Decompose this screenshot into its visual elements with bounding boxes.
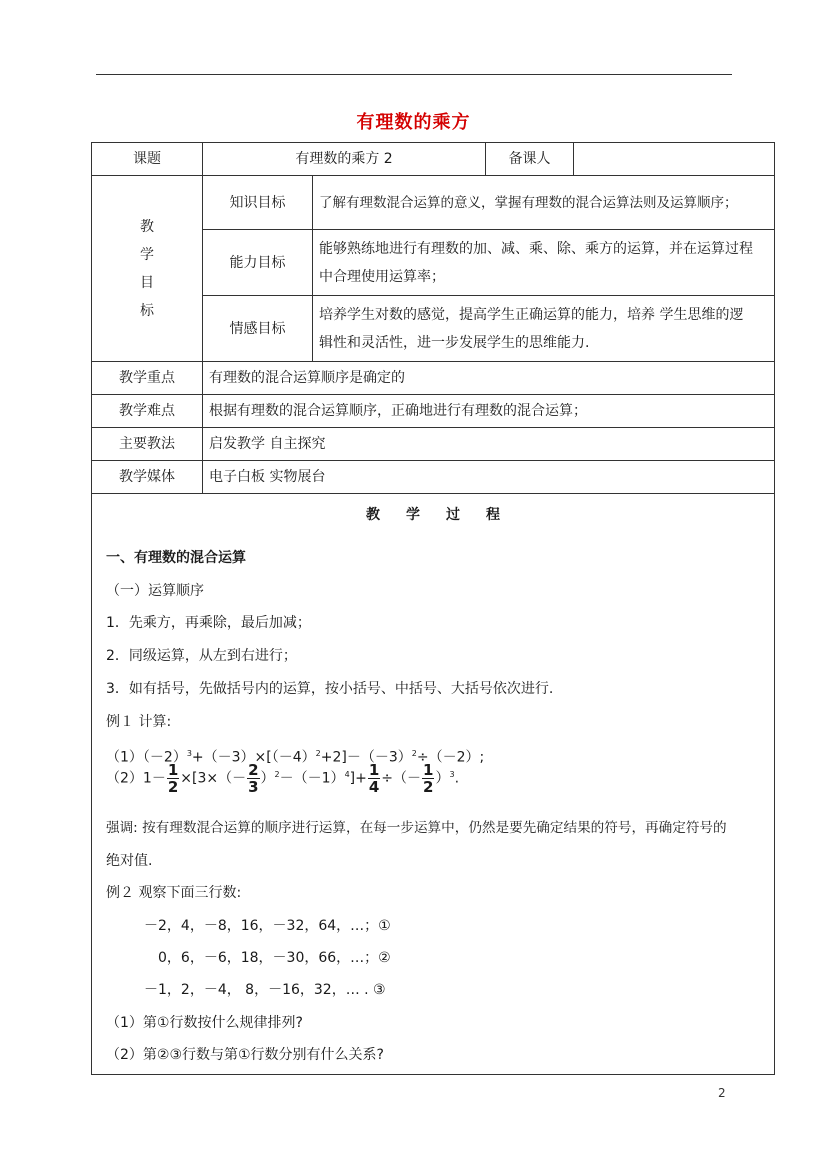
lesson-plan-table-wrapper <box>91 142 774 1075</box>
goal-label: 能力目标 <box>203 230 313 296</box>
header-rule <box>96 74 732 75</box>
expr-part: ÷（－ <box>381 770 422 787</box>
goal-text-line: 中合理使用运算率； <box>319 268 445 285</box>
expr-part: +2]－（－3） <box>320 749 412 766</box>
row-value: 有理数的混合运算顺序是确定的 <box>203 362 775 395</box>
goal-text <box>313 230 775 296</box>
exponent: 3 <box>186 749 192 758</box>
preparer-label: 备课人 <box>486 143 574 176</box>
exponent: 2 <box>411 749 417 758</box>
subsection-heading: （一）运算顺序 <box>106 583 204 599</box>
page-number: 2 <box>718 1086 726 1100</box>
exponent: 2 <box>315 749 321 758</box>
goal-text-line: 能够熟练地进行有理数的加、减、乘、除、乘方的运算，并在运算过程 <box>319 240 753 257</box>
emphasis-line: 绝对值. <box>106 853 153 869</box>
expr-part: （1）（－2） <box>106 749 187 766</box>
example1-question2 <box>106 761 459 795</box>
goals-label-char: 教 <box>140 218 154 235</box>
question-line: （1）第①行数按什么规律排列? <box>106 1015 303 1031</box>
table-row-key-point <box>92 362 775 395</box>
expr-part: －（－1） <box>279 770 345 787</box>
example2-label: 例２ 观察下面三行数: <box>106 885 242 901</box>
document-title: 有理数的乘方 <box>356 112 471 133</box>
row-value: 电子白板 实物展台 <box>203 461 775 494</box>
table-row-process <box>92 494 775 1075</box>
fraction-denominator: 4 <box>368 778 380 797</box>
goal-label: 情感目标 <box>203 296 313 362</box>
fraction-numerator: 1 <box>423 761 434 780</box>
fraction-denominator: 3 <box>248 778 259 797</box>
goal-label: 知识目标 <box>203 176 313 230</box>
expr-part: +（－3）×[（－4） <box>191 749 316 766</box>
row-label: 主要教法 <box>92 428 203 461</box>
fraction <box>368 762 380 795</box>
question-line: （2）第②③行数与第①行数分别有什么关系? <box>106 1047 384 1063</box>
fraction-numerator: 2 <box>248 761 259 780</box>
row-value: 启发教学 自主探究 <box>203 428 775 461</box>
fraction <box>167 762 179 795</box>
row-label: 教学难点 <box>92 395 203 428</box>
expr-part: . <box>454 770 460 787</box>
example1-label: 例１ 计算: <box>106 714 172 730</box>
emphasis-line: 强调: 按有理数混合运算的顺序进行运算，在每一步运算中，仍然是要先确定结果的符号，再确定符号的 <box>106 820 727 836</box>
exponent: 2 <box>274 770 280 779</box>
fraction <box>247 762 259 795</box>
table-row-topic <box>92 143 775 176</box>
fraction-numerator: 1 <box>167 761 179 780</box>
row-label: 教学重点 <box>92 362 203 395</box>
expr-part: ×[3×（－ <box>180 770 247 787</box>
table-row-media <box>92 461 775 494</box>
exponent: 3 <box>449 770 455 779</box>
sequence-line: －2，4，－8，16，－32，64，…；① <box>144 918 391 934</box>
sequence-line: 0，6，－6，18，－30，66，…；② <box>158 950 391 966</box>
table-row-method <box>92 428 775 461</box>
expr-part: （2）1－ <box>106 770 166 787</box>
expr-part: ]+ <box>349 770 367 787</box>
goals-label <box>92 176 203 362</box>
expr-part: ÷（－2）; <box>416 749 485 766</box>
rule-line: 2．同级运算，从左到右进行； <box>106 648 297 664</box>
fraction-denominator: 2 <box>423 778 434 797</box>
sequence-line: －1，2，－4， 8，－16，32，… . ③ <box>144 982 386 998</box>
table-row-goal-knowledge <box>92 176 775 230</box>
process-title: 教学过程 <box>366 507 526 523</box>
fraction-denominator: 2 <box>167 778 179 797</box>
table-row-difficulty <box>92 395 775 428</box>
preparer-value <box>574 143 775 176</box>
fraction-numerator: 1 <box>368 761 380 780</box>
rule-line: 1．先乘方，再乘除，最后加减； <box>106 615 311 631</box>
process-content <box>92 504 774 1074</box>
exponent: 4 <box>344 770 350 779</box>
expr-part: ） <box>435 770 450 787</box>
goal-text: 了解有理数混合运算的意义，掌握有理数的混合运算法则及运算顺序； <box>313 176 775 230</box>
row-label: 教学媒体 <box>92 461 203 494</box>
topic-value: 有理数的乘方 2 <box>203 143 486 176</box>
goal-text-line: 辑性和灵活性，进一步发展学生的思维能力. <box>319 334 590 351</box>
goal-text-line: 培养学生对数的感觉，提高学生正确运算的能力，培养 学生思维的逻 <box>319 306 744 323</box>
topic-label: 课题 <box>92 143 203 176</box>
row-value: 根据有理数的混合运算顺序，正确地进行有理数的混合运算； <box>203 395 775 428</box>
section-heading: 一、有理数的混合运算 <box>106 550 246 566</box>
rule-line: 3．如有括号，先做括号内的运算，按小括号、中括号、大括号依次进行. <box>106 681 554 697</box>
expr-part: ） <box>260 770 275 787</box>
goals-label-char: 学 <box>140 246 154 263</box>
lesson-plan-table <box>91 142 775 1075</box>
goals-label-char: 目 <box>140 274 154 291</box>
fraction <box>422 762 434 795</box>
process-cell <box>92 494 775 1075</box>
goals-label-char: 标 <box>140 302 154 319</box>
goal-text <box>313 296 775 362</box>
